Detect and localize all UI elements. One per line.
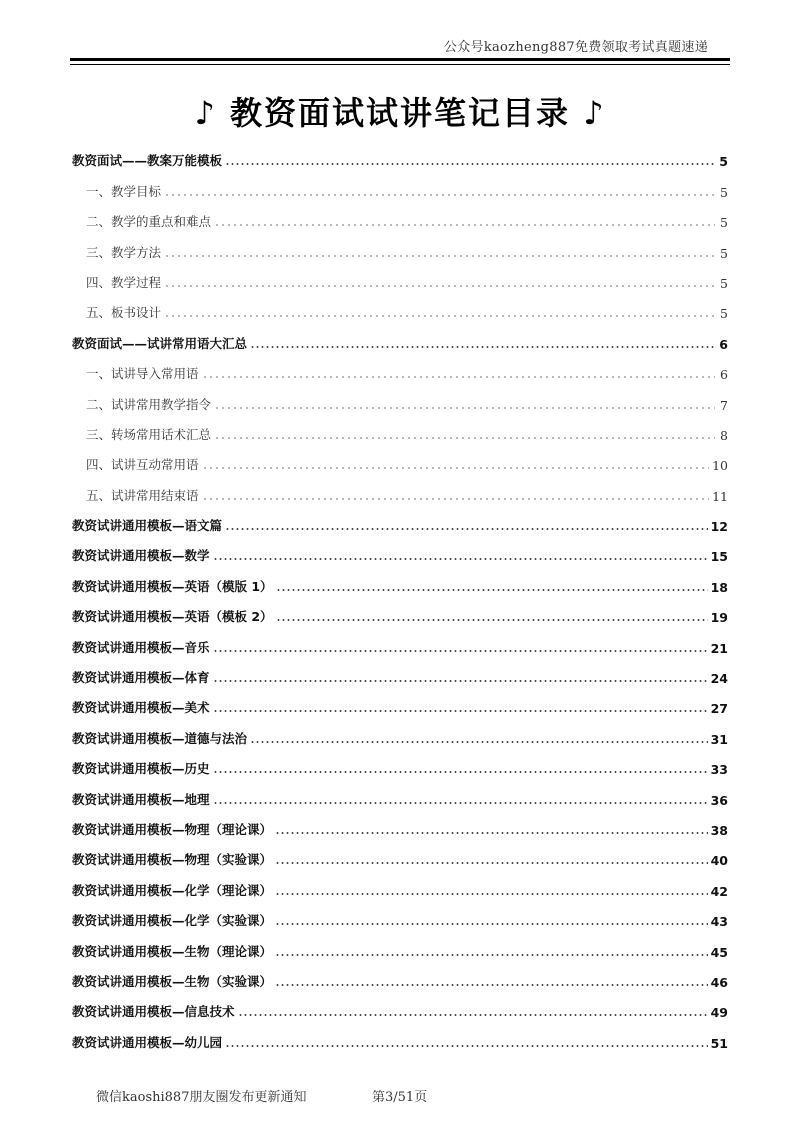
toc-entry-label: 教资试讲通用模板—道德与法治 <box>72 730 248 746</box>
toc-dot-leader <box>202 467 710 469</box>
toc-entry-page-number: 36 <box>710 792 728 808</box>
toc-entry[interactable] <box>72 173 728 203</box>
toc-entry[interactable] <box>72 903 728 933</box>
toc-entry-label: 教资试讲通用模板—语文篇 <box>72 518 223 534</box>
toc-entry-label: 教资试讲通用模板—历史 <box>72 761 210 777</box>
toc-entry-label: 教资试讲通用模板—地理 <box>72 791 210 807</box>
toc-entry[interactable] <box>72 690 728 720</box>
toc-dot-leader <box>275 923 708 925</box>
toc-dot-leader <box>213 558 708 560</box>
toc-entry-page-number: 31 <box>710 731 728 747</box>
toc-entry-label: 教资试讲通用模板—生物（理论课） <box>72 943 273 959</box>
toc-dot-leader <box>225 528 708 530</box>
toc-entry-label: 教资试讲通用模板—数学 <box>72 548 210 564</box>
toc-entry-label: 三、教学方法 <box>86 244 162 260</box>
toc-dot-leader <box>275 832 708 834</box>
toc-entry-page-number: 43 <box>710 914 728 930</box>
toc-entry-label: 二、教学的重点和难点 <box>86 214 212 230</box>
toc-entry-page-number: 5 <box>720 215 728 231</box>
toc-entry-page-number: 38 <box>710 822 728 838</box>
toc-entry-page-number: 8 <box>720 427 728 443</box>
toc-entry[interactable] <box>72 842 728 872</box>
toc-entry-label: 教资试讲通用模板—生物（实验课） <box>72 973 273 989</box>
document-title: ♪ 教资面试试讲笔记目录 ♪ <box>194 94 606 132</box>
toc-entry-page-number: 5 <box>720 245 728 261</box>
toc-entry-page-number: 40 <box>710 853 728 869</box>
header-rule-thick <box>70 58 730 61</box>
toc-entry[interactable] <box>72 872 728 902</box>
toc-entry-page-number: 7 <box>720 397 728 413</box>
toc-dot-leader <box>202 376 715 378</box>
toc-entry-page-number: 45 <box>710 944 728 960</box>
toc-entry[interactable] <box>72 143 728 173</box>
toc-dot-leader <box>275 984 708 986</box>
toc-entry[interactable] <box>72 751 728 781</box>
toc-entry[interactable] <box>72 234 728 264</box>
toc-entry-label: 教资试讲通用模板—化学（实验课） <box>72 913 273 929</box>
toc-entry-label: 二、试讲常用教学指令 <box>86 396 212 412</box>
toc-entry-label: 教资试讲通用模板—化学（理论课） <box>72 882 273 898</box>
toc-dot-leader <box>213 802 708 804</box>
toc-entry-page-number: 42 <box>710 883 728 899</box>
toc-dot-leader <box>213 710 708 712</box>
table-of-contents <box>72 143 728 1055</box>
toc-entry-label: 四、试讲互动常用语 <box>86 457 199 473</box>
toc-entry[interactable] <box>72 477 728 507</box>
toc-entry-label: 三、转场常用话术汇总 <box>86 426 212 442</box>
toc-dot-leader <box>276 619 708 621</box>
toc-entry-page-number: 18 <box>710 579 728 595</box>
toc-dot-leader <box>250 346 715 348</box>
toc-entry-label: 教资试讲通用模板—体育 <box>72 670 210 686</box>
toc-entry-page-number: 24 <box>710 671 728 687</box>
toc-entry[interactable] <box>72 508 728 538</box>
toc-entry-label: 教资试讲通用模板—信息技术 <box>72 1004 235 1020</box>
toc-dot-leader <box>164 194 715 196</box>
toc-entry-label: 教资试讲通用模板—物理（实验课） <box>72 852 273 868</box>
toc-entry-page-number: 21 <box>710 640 728 656</box>
toc-dot-leader <box>225 1045 708 1047</box>
toc-entry-page-number: 15 <box>710 549 728 565</box>
header-rule-thin <box>70 64 730 65</box>
toc-entry[interactable] <box>72 964 728 994</box>
toc-entry-label: 教资试讲通用模板—物理（理论课） <box>72 821 273 837</box>
toc-entry[interactable] <box>72 812 728 842</box>
toc-dot-leader <box>275 893 708 895</box>
toc-entry-page-number: 6 <box>720 367 728 383</box>
toc-entry[interactable] <box>72 417 728 447</box>
toc-entry-label: 教资试讲通用模板—英语（模版 1） <box>72 578 273 594</box>
toc-entry[interactable] <box>72 386 728 416</box>
toc-entry-label: 教资面试——教案万能模板 <box>72 153 223 169</box>
toc-entry-page-number: 12 <box>710 519 728 535</box>
toc-dot-leader <box>164 255 715 257</box>
toc-dot-leader <box>213 771 708 773</box>
toc-entry[interactable] <box>72 781 728 811</box>
toc-entry[interactable] <box>72 265 728 295</box>
toc-dot-leader <box>238 1014 708 1016</box>
toc-entry[interactable] <box>72 660 728 690</box>
toc-dot-leader <box>276 589 708 591</box>
toc-dot-leader <box>275 862 708 864</box>
toc-entry[interactable] <box>72 356 728 386</box>
toc-entry-page-number: 5 <box>719 154 728 170</box>
toc-entry-label: 一、试讲导入常用语 <box>86 366 199 382</box>
toc-dot-leader <box>164 315 715 317</box>
toc-entry-page-number: 33 <box>710 762 728 778</box>
toc-dot-leader <box>214 407 715 409</box>
toc-entry-page-number: 6 <box>719 336 728 352</box>
toc-entry-page-number: 5 <box>720 306 728 322</box>
footer-note: 微信kaoshi887朋友圈发布更新通知 <box>96 1090 307 1105</box>
toc-entry[interactable] <box>72 994 728 1024</box>
toc-entry-label: 一、教学目标 <box>86 183 162 199</box>
toc-dot-leader <box>213 680 708 682</box>
footer-page-indicator: 第3/51页 <box>372 1090 428 1105</box>
toc-entry-label: 四、教学过程 <box>86 274 162 290</box>
toc-entry-page-number: 27 <box>710 701 728 717</box>
toc-entry[interactable] <box>72 325 728 355</box>
toc-entry[interactable] <box>72 599 728 629</box>
toc-entry-label: 教资试讲通用模板—音乐 <box>72 639 210 655</box>
toc-dot-leader <box>225 163 715 165</box>
toc-entry-page-number: 19 <box>710 610 728 626</box>
toc-entry-label: 五、板书设计 <box>86 305 162 321</box>
toc-dot-leader <box>214 224 715 226</box>
toc-dot-leader <box>164 285 715 287</box>
toc-dot-leader <box>275 954 708 956</box>
toc-entry[interactable] <box>72 1024 728 1054</box>
toc-dot-leader <box>214 437 715 439</box>
toc-entry[interactable] <box>72 295 728 325</box>
toc-entry-page-number: 46 <box>710 974 728 990</box>
toc-entry[interactable] <box>72 447 728 477</box>
toc-entry-page-number: 5 <box>720 184 728 200</box>
toc-entry[interactable] <box>72 933 728 963</box>
toc-entry-label: 五、试讲常用结束语 <box>86 487 199 503</box>
toc-entry[interactable] <box>72 720 728 750</box>
toc-entry[interactable] <box>72 629 728 659</box>
toc-entry[interactable] <box>72 568 728 598</box>
toc-entry-page-number: 11 <box>712 488 728 504</box>
toc-dot-leader <box>213 650 708 652</box>
toc-dot-leader <box>202 498 710 500</box>
toc-entry[interactable] <box>72 204 728 234</box>
toc-entry-page-number: 51 <box>710 1035 728 1051</box>
toc-entry[interactable] <box>72 538 728 568</box>
toc-entry-label: 教资试讲通用模板—英语（模板 2） <box>72 609 273 625</box>
toc-entry-page-number: 49 <box>710 1005 728 1021</box>
toc-entry-label: 教资试讲通用模板—美术 <box>72 700 210 716</box>
toc-dot-leader <box>250 741 708 743</box>
header-note: 公众号kaozheng887免费领取考试真题速递 <box>443 40 708 55</box>
toc-entry-label: 教资面试——试讲常用语大汇总 <box>72 335 248 351</box>
toc-entry-page-number: 10 <box>712 458 728 474</box>
toc-entry-page-number: 5 <box>720 275 728 291</box>
toc-entry-label: 教资试讲通用模板—幼儿园 <box>72 1034 223 1050</box>
